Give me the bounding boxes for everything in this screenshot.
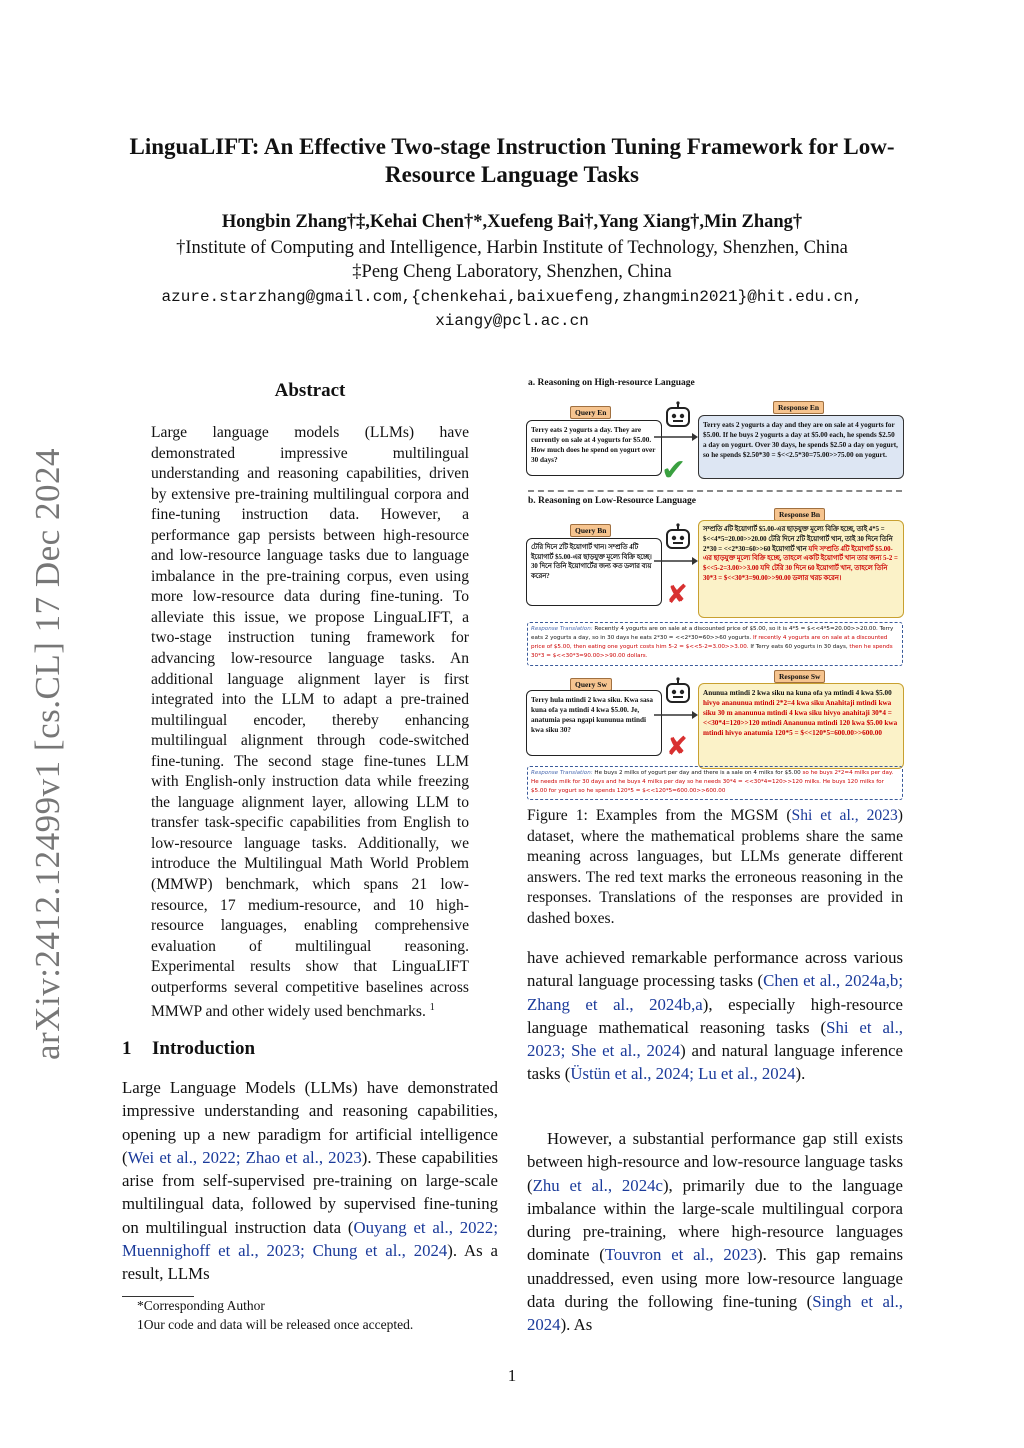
footnote-2: 1Our code and data will be released once accepted. (137, 1317, 414, 1332)
error-text: hivyo ananunua mtindi 2*2=4 kwa siku Anahitaji mtindi kwa siku 30 m ananunua mtindi 4 kwa siku hivyo anahitaji 30*4 = <<30*4=120>>120 mtindi Ananunua mtindi 120 kwa $5.00 kwa mtindi hivyo anatumia 120*5 = $<<120*5=600.00>>600.00 (703, 699, 898, 737)
citation-link[interactable]: Touvron et al., 2023 (604, 1245, 757, 1265)
text-run: ), primarily due to the language imbalance within the large-scale multilingual corpora during pre-training, where high-resource languages dominate ( (527, 1175, 903, 1265)
figure-section-a-label: a. Reasoning on High-resource Language (528, 378, 695, 388)
query-sw-tag: Query Sw (570, 678, 612, 691)
citation-link[interactable]: Zhao et al., 2023 (245, 1147, 362, 1167)
abstract-heading: Abstract (274, 380, 346, 401)
text-run: have achieved remarkable performance across various natural language processing tasks ( (527, 948, 903, 991)
arrow-icon (654, 556, 698, 566)
response-en-tag: Response En (773, 401, 824, 414)
robot-icon (662, 522, 694, 554)
footnote-1: *Corresponding Author (137, 1298, 265, 1313)
author-email-1: azure.starzhang@gmail.com,{chenkehai,baixuefeng,zhangmin2021}@hit.edu.cn, (161, 288, 863, 306)
text-run: ) dataset, where the mathematical problems share the same meaning across languages, but LLMs generate different answers. The red text marks the erroneous reasoning in the responses. Translations of the responses are provided in dashed boxes. (527, 807, 903, 927)
citation-link[interactable]: Zhu et al., 2024c (532, 1175, 663, 1195)
citation-link[interactable]: Shi et al., 2023 (791, 807, 898, 824)
footnote-marker[interactable]: 1 (429, 1002, 435, 1014)
text-run: If Terry eats 60 yogurts in 30 days, (748, 644, 850, 650)
error-text: so he buys 2*2=4 milks per day. He needs milk for 30 days and he buys 4 milks per day so he needs 30*4 = <<30*4=120>>120 milks. He buys 120 milks for $5.00 for yogurt so he spends 120*5 = $<<120*5=600.00>>600.00 (531, 770, 894, 794)
text-run: ). (795, 1064, 806, 1084)
figure-caption (527, 806, 903, 929)
text-run: ), especially high-resource language mathematical reasoning tasks ( (527, 994, 903, 1037)
response-bn-tag: Response Bn (774, 508, 825, 521)
error-text: যদি সম্প্রতি 4টি ইয়োগার্ট $5.00-এর ছাড়যুক্ত মূল্যে বিক্রি হচ্ছে, তাহলে একটি ইয়োগার্ট খান তার জন্য 5-2 = $<<5-2=3.00>>3.00 যদি টেরি 30 দিনে 60 ইয়োগার্ট খান, তাহলে তিনি 30*3 = $<<30*3=90.00>>90.00 ডলার খরচ করেন। (703, 545, 898, 582)
query-bn-box: টেরি দিনে 2টি ইয়োগার্ট খান। সম্প্রতি 4টি ইয়োগার্ট $5.00-এর ছাড়যুক্ত মূল্যে বিক্রি হচ্ছে। 30 দিনে তিনি ইয়োগার্টের জন্য কত ডলার ব্যয় করেন? (526, 538, 662, 606)
affiliation-1: †Institute of Computing and Intelligence, Harbin Institute of Technology, Shenzhen, China (176, 238, 848, 258)
page-number: 1 (507, 1366, 517, 1385)
figure-1 (526, 376, 904, 800)
section-heading-introduction (122, 1038, 255, 1060)
translation-bn-box (527, 622, 903, 666)
citation-link[interactable]: Chung et al., 2024 (312, 1241, 448, 1261)
response-bn-box (698, 520, 904, 618)
text-run: Figure 1: Examples from the MGSM ( (527, 807, 792, 824)
footnote-divider (122, 1296, 194, 1297)
author-list: Hongbin Zhang†‡,Kehai Chen†*,Xuefeng Bai†,Yang Xiang†,Min Zhang† (221, 212, 803, 232)
citation-link[interactable]: She et al., 2024 (571, 1041, 681, 1061)
citation-link[interactable]: Wei et al., 2022 (127, 1147, 236, 1167)
text-run: ). This gap remains unaddressed, even using more low-resource language data during the following fine-tuning ( (527, 1245, 903, 1312)
abstract-text: Large language models (LLMs) have demonstrated impressive multilingual understanding and reasoning capabilities, driven by extensive pre-training multilingual corpora and fine-tuning instruction data. However, a performance gap persists between high-resource and low-resource language tasks due to language imbalance in the pre-training corpus, even using more low-resource data during fine-tuning. To alleviate this issue, we propose LinguaLIFT, a two-stage instruction tuning framework for advancing low-resource language tasks. An additional language alignment layer is first integrated into the LLM to adapt a pre-trained multilingual encoder, thereby enhancing multilingual alignment through code-switched fine-tuning. The second stage fine-tunes LLM with English-only instruction data while freezing the language alignment layer, allowing LLM to transfer task-specific capabilities from English to low-resource language tasks. Additionally, we introduce the Multilingual Math World Problem (MMWP) benchmark, which spans 21 low-resource, 17 medium-resource, and 10 high-resource languages, enabling comprehensive evaluation of multilingual reasoning. Experimental results show that LinguaLIFT outperforms several competitive baselines across MMWP and other widely used benchmarks. (151, 424, 469, 1021)
paper-title: LinguaLIFT: An Effective Two-stage Instruction Tuning Framework for Low-Resource Language Tasks (129, 134, 895, 187)
citation-link[interactable]: Ouyang et al., 2022 (353, 1217, 494, 1237)
citation-link[interactable]: Chen et al., 2024a,b (763, 971, 899, 991)
text-run: ; (300, 1241, 313, 1261)
abstract-body (151, 423, 469, 1023)
section-divider (528, 490, 902, 492)
error-text: If recently 4 yogurts are on sale at a discounted price of $5.00, then eating one yogurt costs him 5-2 = $<<5-2=3.00>>3.00. (531, 635, 888, 650)
affiliation-2: ‡Peng Cheng Laboratory, Shenzhen, China (352, 262, 672, 282)
text-run: ) and natural language inference tasks ( (527, 1041, 903, 1084)
text-run: ; (493, 1217, 498, 1237)
query-en-box: Terry eats 2 yogurts a day. They are currently on sale at 4 yogurts for $5.00. How much does he spend on yogurt over 30 days? (526, 420, 662, 476)
query-bn-tag: Query Bn (570, 524, 611, 537)
response-text: সম্প্রতি 4টি ইয়োগার্ট $5.00-এর ছাড়যুক্ত মূল্যে বিক্রি হচ্ছে, তাই 4*5 = $<<4*5=20.00>>20.00 টেরি দিনে 2টি ইয়োগার্ট খান, তাই 30 দিনে তিনি 2*30 = <<2*30=60>>60 ইয়োগার্ট খান (703, 526, 893, 553)
text-run: ). As a result, LLMs (122, 1241, 498, 1284)
section-title: Introduction (152, 1038, 256, 1059)
text-run: ). As (560, 1315, 593, 1335)
text-run: ; (689, 1064, 699, 1084)
query-sw-box: Terry hula mtindi 2 kwa siku. Kwa sasa kuna ofa ya mtindi 4 kwa $5.00. Je, anatumia pesa ngapi kununua mtindi kwa siku 30? (526, 690, 662, 756)
figure-section-b-label: b. Reasoning on Low-Resource Language (528, 496, 696, 506)
query-en-tag: Query En (570, 406, 611, 419)
response-text: Anunua mtindi 2 kwa siku na kuna ofa ya mtindi 4 kwa $5.00 (703, 689, 892, 697)
text-run: ; (235, 1147, 246, 1167)
arxiv-watermark: arXiv:2412.12499v1 [cs.CL] 17 Dec 2024 (28, 448, 67, 1060)
text-run: However, a substantial performance gap still exists between high-resource and low-resource language tasks ( (527, 1129, 903, 1195)
check-icon: ✔ (661, 453, 687, 488)
intro-paragraph-1-continued (527, 946, 903, 1086)
text-run: Large Language Models (LLMs) have demonstrated impressive understanding and reasoning capabilities, opening up a new paradigm for artificial intelligence ( (122, 1078, 498, 1167)
citation-link[interactable]: Lu et al., 2024 (698, 1064, 796, 1084)
arrow-icon (654, 710, 698, 720)
robot-icon (662, 400, 694, 432)
cross-icon: ✘ (666, 580, 688, 610)
citation-link[interactable]: Muennighoff et al., 2023 (122, 1241, 301, 1261)
intro-paragraph-1 (122, 1076, 498, 1286)
response-en-box: Terry eats 2 yogurts a day and they are on sale at 4 yogurts for $5.00. If he buys 2 yogurts a day at $5.00 each, he spends $2.50 a day on yogurt. Over 30 days, he spends $2.50 a day on yogurt, so he spends $2.50*30 = $<<2.5*30=75.00>>75.00 on yogurt. (698, 415, 904, 479)
text-run: He buys 2 milks of yogurt per day and there is a sale on 4 milks for $5.00 (592, 770, 803, 776)
cross-icon: ✘ (666, 732, 688, 762)
intro-paragraph-2 (527, 1127, 903, 1337)
translation-label: Response Translation: (531, 770, 593, 776)
author-email-2: xiangy@pcl.ac.cn (435, 312, 589, 330)
response-sw-tag: Response Sw (774, 670, 825, 683)
text-run: ; (560, 1041, 572, 1061)
citation-link[interactable]: Üstün et al., 2024 (570, 1064, 690, 1084)
citation-link[interactable]: Zhang et al., 2024b,a (527, 994, 703, 1014)
translation-label: Response Translation: (531, 626, 593, 632)
citation-link[interactable]: Singh et al., 2024 (527, 1292, 903, 1335)
robot-icon (662, 676, 694, 708)
citation-link[interactable]: Shi et al., 2023 (527, 1017, 903, 1061)
text-run: ). These capabilities arise from self-supervised pre-training on large-scale multilingual data, followed by supervised fine-tuning on multilingual instruction data ( (122, 1147, 499, 1237)
error-text: then he spends 30*3 = $<<30*3=90.00>>90.00 dollars. (531, 644, 893, 659)
section-number: 1 (122, 1038, 132, 1059)
response-sw-box (698, 683, 904, 769)
text-run: Recently 4 yogurts are on sale at a discounted price of $5.00, so it is 4*5 = $<<4*5=20.00>>20.00. Terry eats 2 yogurts a day, so in 30 days he eats 2*30 = <<2*30=60>>60 yogurts. (531, 626, 894, 641)
translation-sw-box (527, 766, 903, 800)
text-run: ; (898, 971, 903, 991)
arrow-icon (654, 432, 698, 442)
